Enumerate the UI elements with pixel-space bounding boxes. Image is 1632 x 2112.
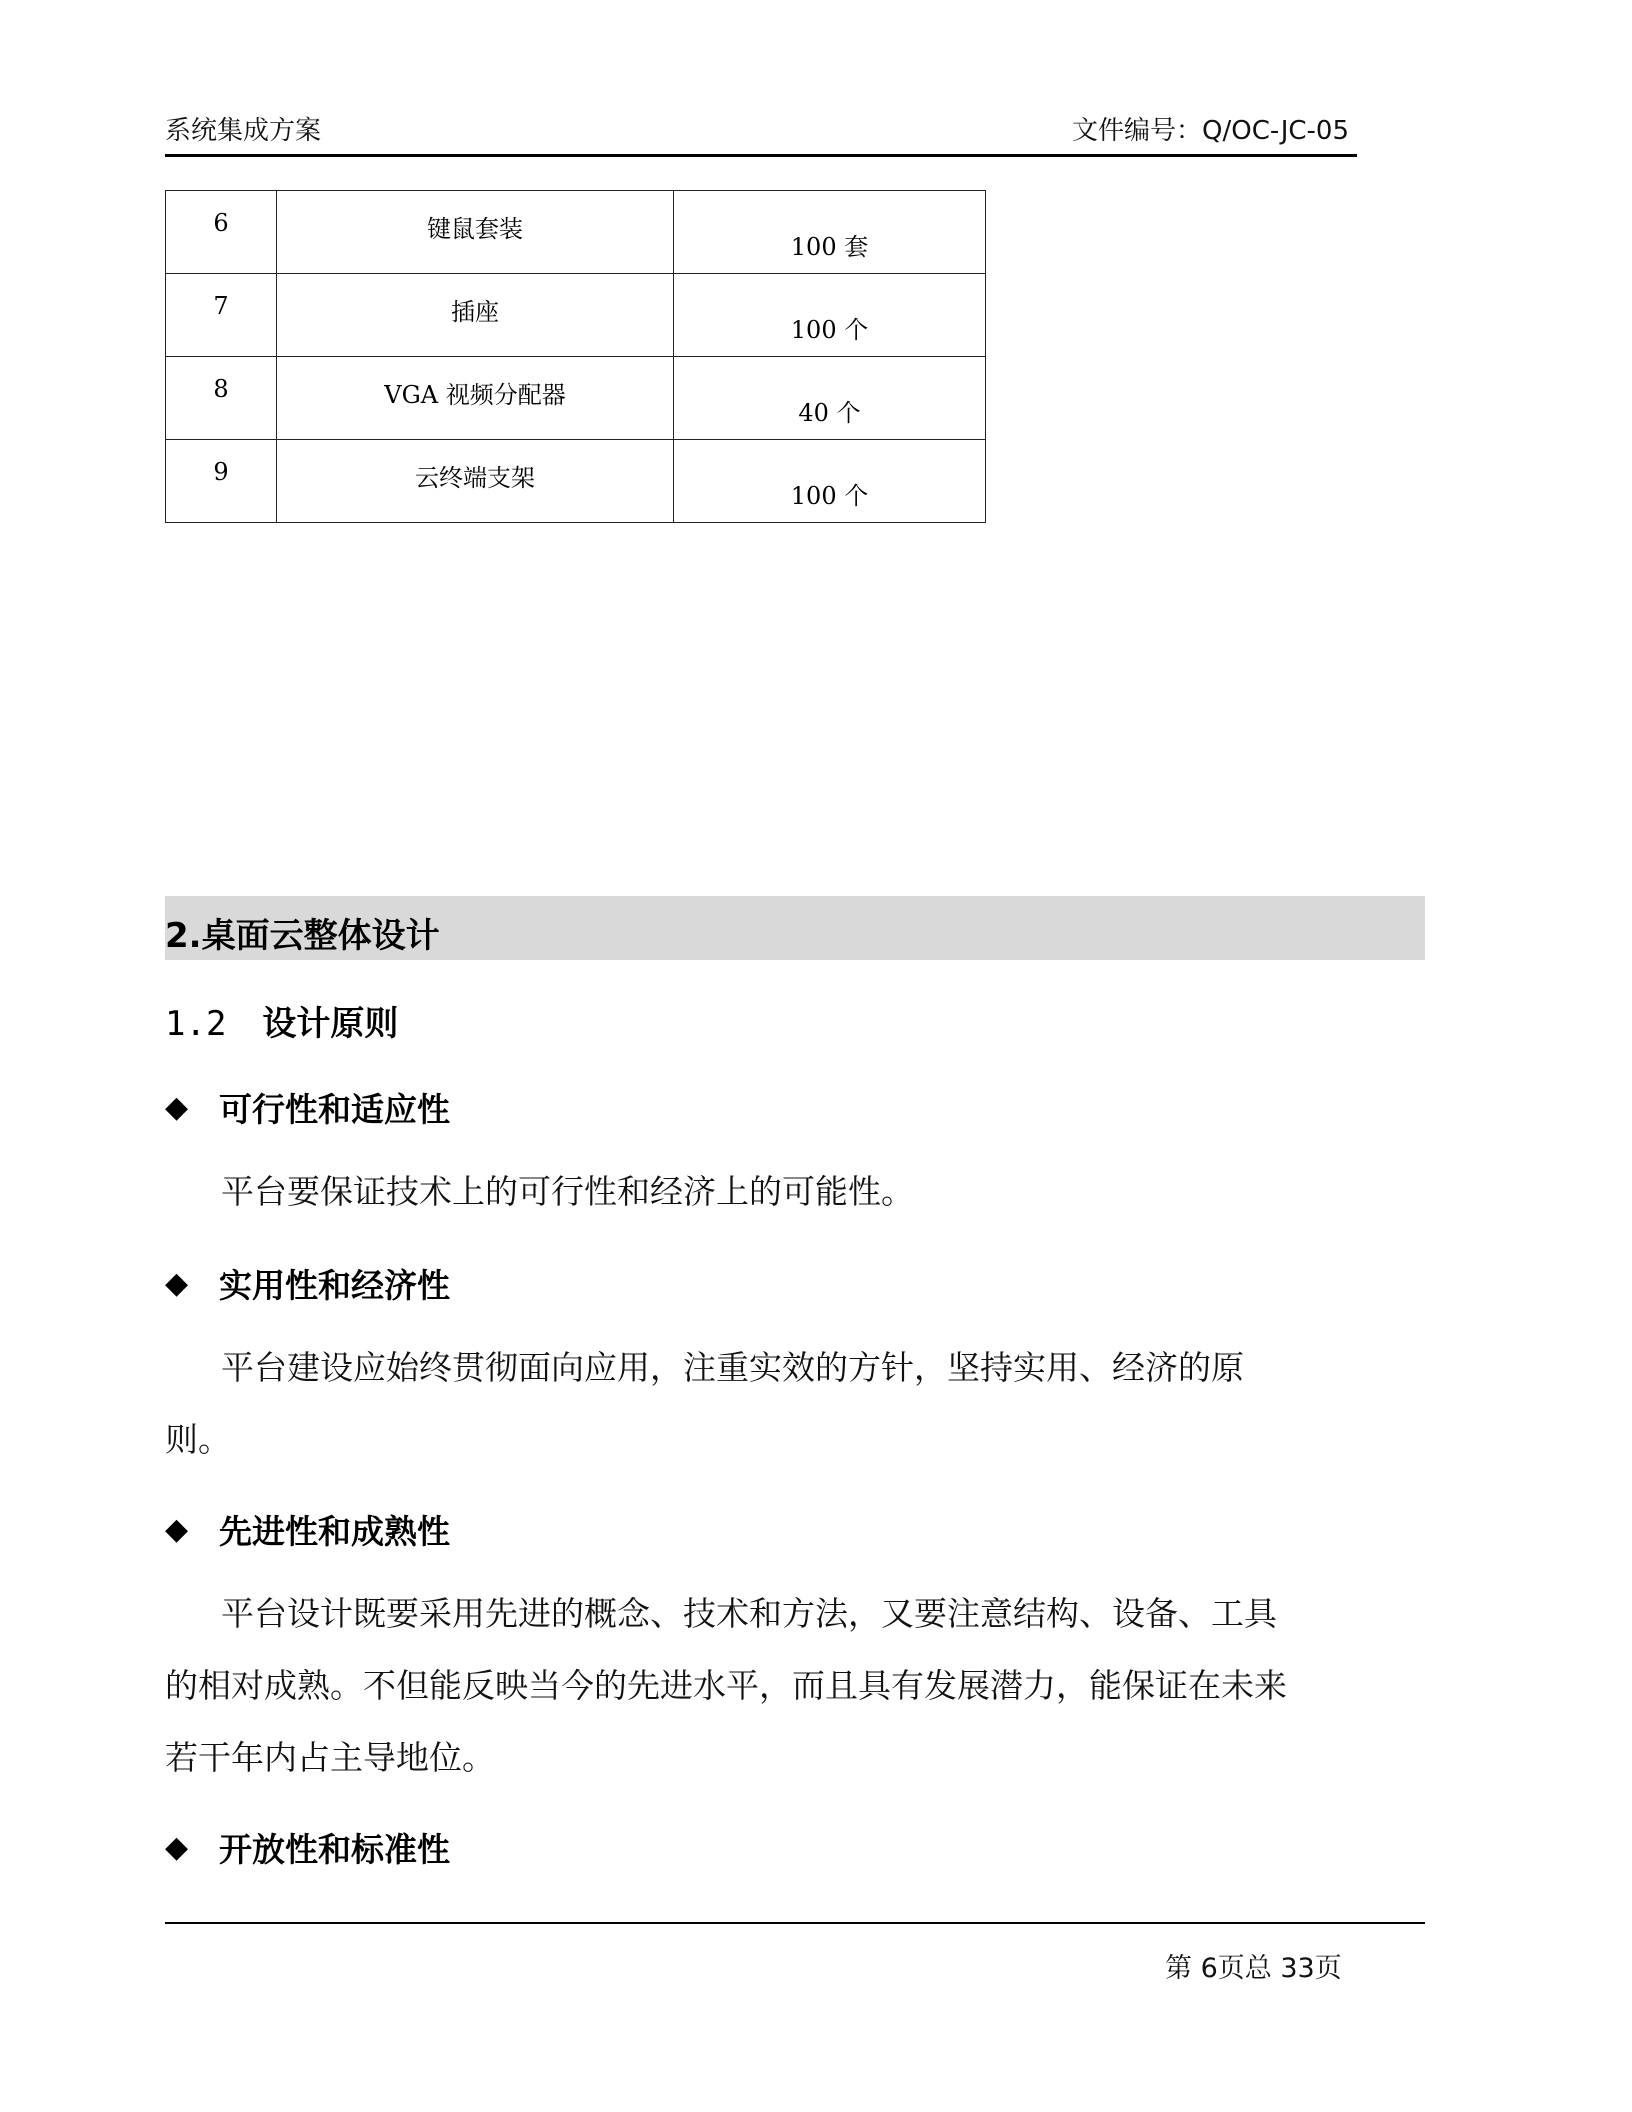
table-row bbox=[166, 274, 986, 357]
quantity-cell: 100 套 bbox=[674, 191, 986, 274]
item-name-cell: 插座 bbox=[277, 274, 674, 357]
quantity-cell: 100 个 bbox=[674, 274, 986, 357]
header-divider bbox=[165, 154, 1357, 157]
item-name-cell: 键鼠套装 bbox=[277, 191, 674, 274]
subsection-number: 1.2 bbox=[165, 1004, 227, 1044]
quantity-cell: 100 个 bbox=[674, 440, 986, 523]
principle-heading: ◆ 实用性和经济性 bbox=[165, 1266, 450, 1305]
header-doc-title: 系统集成方案 bbox=[165, 116, 322, 146]
principle-paragraph bbox=[165, 1332, 1427, 1476]
quantity-cell: 40 个 bbox=[674, 357, 986, 440]
principle-heading: ◆ 可行性和适应性 bbox=[165, 1090, 450, 1129]
item-name-cell: VGA 视频分配器 bbox=[277, 357, 674, 440]
item-name-cell: 云终端支架 bbox=[277, 440, 674, 523]
doc-number-label: 文件编号： bbox=[1072, 116, 1203, 146]
row-number-cell: 8 bbox=[166, 357, 277, 440]
principle-paragraph bbox=[165, 1578, 1427, 1794]
section-title: 2.桌面云整体设计 bbox=[165, 916, 440, 956]
equipment-table bbox=[165, 190, 986, 523]
principle-heading: ◆ 开放性和标准性 bbox=[165, 1830, 450, 1869]
paragraph-line: 平台要保证技术上的可行性和经济上的可能性。 bbox=[221, 1172, 914, 1211]
principle-paragraph bbox=[165, 1156, 1427, 1228]
header-doc-number bbox=[1072, 110, 1349, 147]
row-number-cell: 9 bbox=[166, 440, 277, 523]
diamond-bullet-icon: ◆ bbox=[165, 1512, 189, 1547]
diamond-bullet-icon: ◆ bbox=[165, 1090, 189, 1125]
page-number: 第 6页总 33页 bbox=[1165, 1953, 1342, 1984]
row-number-cell: 6 bbox=[166, 191, 277, 274]
table-row bbox=[166, 357, 986, 440]
paragraph-line: 平台建设应始终贯彻面向应用，注重实效的方针，坚持实用、经济的原 bbox=[221, 1348, 1244, 1387]
diamond-bullet-icon: ◆ bbox=[165, 1830, 189, 1865]
diamond-bullet-icon: ◆ bbox=[165, 1266, 189, 1301]
subsection-title bbox=[165, 996, 398, 1045]
doc-number-value: Q/OC-JC-05 bbox=[1202, 116, 1349, 146]
table-row bbox=[166, 191, 986, 274]
paragraph-line: 平台设计既要采用先进的概念、技术和方法，又要注意结构、设备、工具 bbox=[221, 1594, 1277, 1633]
row-number-cell: 7 bbox=[166, 274, 277, 357]
paragraph-line: 若干年内占主导地位。 bbox=[165, 1738, 495, 1777]
table-row bbox=[166, 440, 986, 523]
paragraph-line: 则。 bbox=[165, 1420, 231, 1459]
principle-heading: ◆ 先进性和成熟性 bbox=[165, 1512, 450, 1551]
footer-divider bbox=[165, 1922, 1425, 1924]
subsection-text: 设计原则 bbox=[262, 1004, 399, 1044]
paragraph-line: 的相对成熟。不但能反映当今的先进水平，而且具有发展潜力，能保证在未来 bbox=[165, 1666, 1287, 1705]
